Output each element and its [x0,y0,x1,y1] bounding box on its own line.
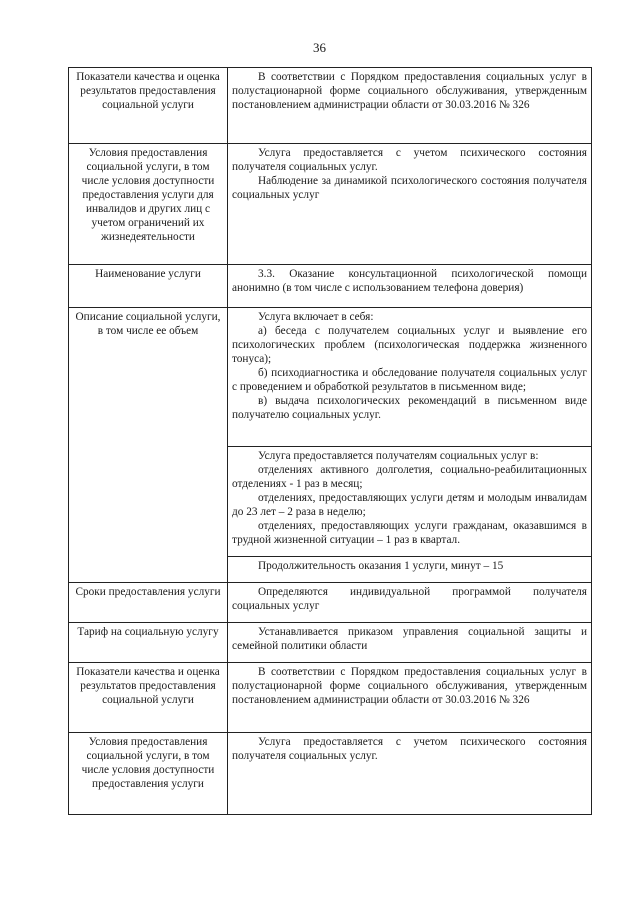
paragraph: а) беседа с получателем социальных услуг и выявление его психологических проблем (психологическая поддержка жизненного тонуса); [232,325,587,365]
row-label: Показатели качества и оценка результатов предоставления социальной услуги [69,68,228,144]
paragraph: В соответствии с Порядком предоставления социальных услуг в полустационарной форме социального обслуживания, утвержденным постановлением администрации области от 30.03.2016 № 326 [232,71,587,111]
paragraph: В соответствии с Порядком предоставления социальных услуг в полустационарной форме социального обслуживания, утвержденным постановлением администрации области от 30.03.2016 № 326 [232,666,587,706]
table-row [69,733,592,815]
paragraph: в) выдача психологических рекомендаций в письменном виде получателю социальных услуг. [232,395,587,421]
row-text [228,308,592,447]
paragraph: отделениях активного долголетия, социально-реабилитационных отделениях - 1 раз в месяц; [232,464,587,490]
paragraph: Услуга предоставляется с учетом психического состояния получателя социальных услуг. [232,736,587,762]
paragraph: Устанавливается приказом управления социальной защиты и семейной политики области [232,626,587,652]
row-label: Условия предоставления социальной услуги, в том числе условия доступности предоставления услуги [69,733,228,815]
row-text [228,447,592,557]
table-row [69,583,592,623]
row-text [228,623,592,663]
row-text [228,265,592,308]
table-row [69,623,592,663]
paragraph: Продолжительность оказания 1 услуги, минут – 15 [258,560,504,572]
table-row [69,68,592,144]
row-text [228,68,592,144]
row-label: Условия предоставления социальной услуги, в том числе условия доступности предоставления услуги для инвалидов и других лиц с учетом ограничений их жизнедеятельности [69,144,228,265]
paragraph: б) психодиагностика и обследование получателя социальных услуг с проведением и обработкой результатов в письменном виде; [232,367,587,393]
table-row [69,663,592,733]
table-row [69,265,592,308]
row-label: Тариф на социальную услугу [69,623,228,663]
row-text [228,583,592,623]
row-label: Сроки предоставления услуги [69,583,228,623]
paragraph: отделениях, предоставляющих услуги детям и молодым инвалидам до 23 лет – 2 раза в неделю; [232,492,587,518]
table-row [69,144,592,265]
row-text [228,144,592,265]
paragraph: Наблюдение за динамикой психологического состояния получателя социальных услуг [232,175,587,201]
table-row [69,308,592,447]
row-text [228,733,592,815]
row-text [228,663,592,733]
paragraph: отделениях, предоставляющих услуги гражданам, оказавшимся в трудной жизненной ситуации – 1 раз в квартал. [232,520,587,546]
paragraph: Услуга предоставляется получателям социальных услуг в: [258,450,539,462]
row-label: Наименование услуги [69,265,228,308]
row-label: Показатели качества и оценка результатов предоставления социальной услуги [69,663,228,733]
paragraph: Услуга предоставляется с учетом психического состояния получателя социальных услуг. [232,147,587,173]
service-table [68,67,592,815]
paragraph: Услуга включает в себя: [258,311,374,323]
row-text [228,557,592,583]
row-label: Описание социальной услуги, в том числе ее объем [69,308,228,583]
paragraph: 3.3. Оказание консультационной психологической помощи анонимно (в том числе с использованием телефона доверия) [232,268,587,294]
paragraph: Определяются индивидуальной программой получателя социальных услуг [232,586,587,612]
page-number: 36 [313,40,326,55]
